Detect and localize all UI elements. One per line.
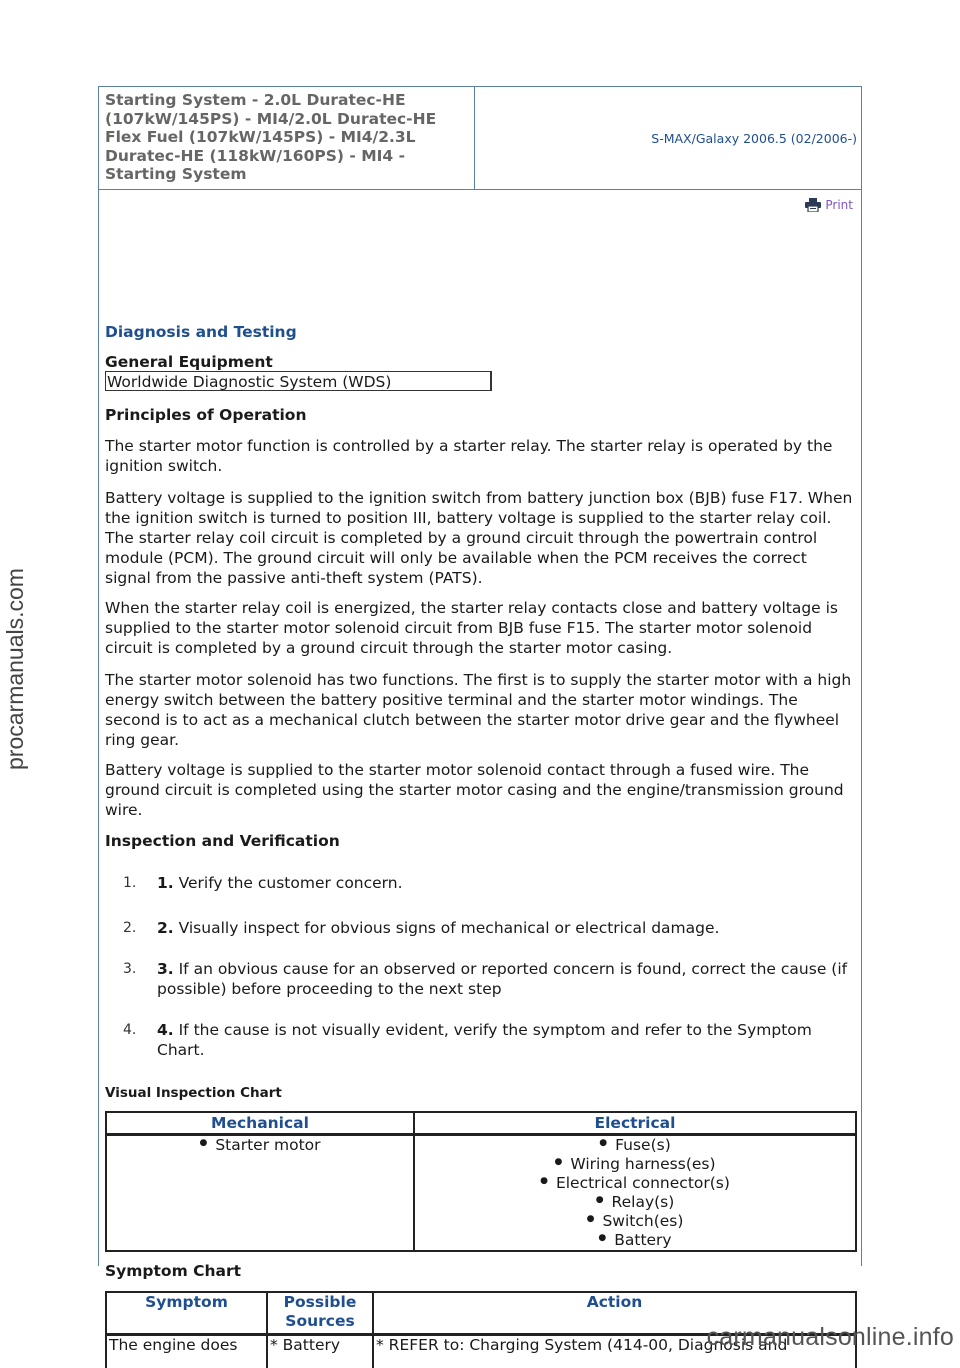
inspection-title: Inspection and Verification [105,832,340,850]
list-item: ● Starter motor [107,1136,413,1155]
column-header-possible-sources: Possible Sources [267,1292,373,1334]
list-item: ● Fuse(s) [415,1136,855,1155]
bottom-watermark: carmanualsonline.info [706,1323,954,1351]
principles-title: Principles of Operation [105,406,307,424]
print-button[interactable] [805,198,853,212]
visual-chart-title: Visual Inspection Chart [105,1085,282,1101]
column-header-mechanical: Mechanical [106,1112,414,1135]
step-text: Verify the customer concern. [173,874,403,892]
principles-paragraph: When the starter relay coil is energized, the starter relay contacts close and battery voltage is supplied to the starter motor solenoid circuit from BJB fuse F15. The starter motor solenoid circuit is completed by a ground circuit through the starter motor casing. [105,599,839,657]
page-title: Starting System - 2.0L Duratec-HE (107kW/145PS) - MI4/2.0L Duratec-HE Flex Fuel (107kW/145PS) - MI4/2.3L Duratec-HE (118kW/160PS) - MI4 - Starting System [99,87,475,189]
side-watermark: procarmanuals.com [2,568,28,770]
mechanical-cell [106,1135,414,1252]
step-lead: 4. [157,1021,174,1039]
column-header-electrical: Electrical [414,1112,856,1135]
symptom-cell: The engine does [106,1334,267,1368]
electrical-cell [414,1135,856,1252]
equipment-divider [491,371,493,391]
action-cell[interactable]: * REFER to: Charging System (414-00, Diagnosis and [373,1334,856,1368]
column-header-action: Action [373,1292,856,1334]
visual-inspection-table [105,1111,857,1252]
printer-icon [805,198,821,212]
page-header [99,86,861,190]
column-header-symptom: Symptom [106,1292,267,1334]
step-marker: 2. [123,920,137,936]
list-item: ● Battery [415,1231,855,1250]
step-marker: 4. [123,1022,137,1038]
principles-paragraph: The starter motor solenoid has two functions. The first is to supply the starter motor with a high energy switch between the battery positive terminal and the starter motor windings. The second is to act as a mechanical clutch between the starter motor drive gear and the flywheel ring gear. [105,671,852,749]
list-item: ● Electrical connector(s) [415,1174,855,1193]
step-lead: 3. [157,960,174,978]
step-text: Visually inspect for obvious signs of mechanical or electrical damage. [173,919,720,937]
principles-paragraph: The starter motor function is controlled by a starter relay. The starter relay is operated by the ignition switch. [105,437,833,475]
vehicle-model: S-MAX/Galaxy 2006.5 (02/2006-) [651,130,857,146]
general-equipment-title: General Equipment [105,353,273,371]
principles-paragraph: Battery voltage is supplied to the ignition switch from battery junction box (BJB) fuse F17. When the ignition switch is turned to position III, battery voltage is supplied to the starter relay coil. The starter relay coil circuit is completed by a ground circuit through the powertrain control module (PCM). The ground circuit will only be available when the PCM receives the correct signal from the passive anti-theft system (PATS). [105,489,853,587]
source-cell: * Battery [267,1334,373,1368]
step-lead: 2. [157,919,174,937]
list-item: ● Wiring harness(es) [415,1155,855,1174]
step-text: If an obvious cause for an observed or reported concern is found, correct the cause (if possible) before proceeding to the next step [157,960,848,998]
symptom-chart-title: Symptom Chart [105,1262,242,1280]
list-item: ● Relay(s) [415,1193,855,1212]
principles-paragraph: Battery voltage is supplied to the starter motor solenoid contact through a fused wire. The ground circuit is completed using the starter motor casing and the engine/transmission ground wire. [105,761,844,819]
step-lead: 1. [157,874,174,892]
list-item: ● Switch(es) [415,1212,855,1231]
step-marker: 3. [123,961,137,977]
step-text: If the cause is not visually evident, verify the symptom and refer to the Symptom Chart. [157,1021,812,1059]
equipment-item: Worldwide Diagnostic System (WDS) [105,371,491,391]
diagnosis-title: Diagnosis and Testing [105,323,297,341]
step-marker: 1. [123,875,137,891]
print-label: Print [825,198,853,212]
